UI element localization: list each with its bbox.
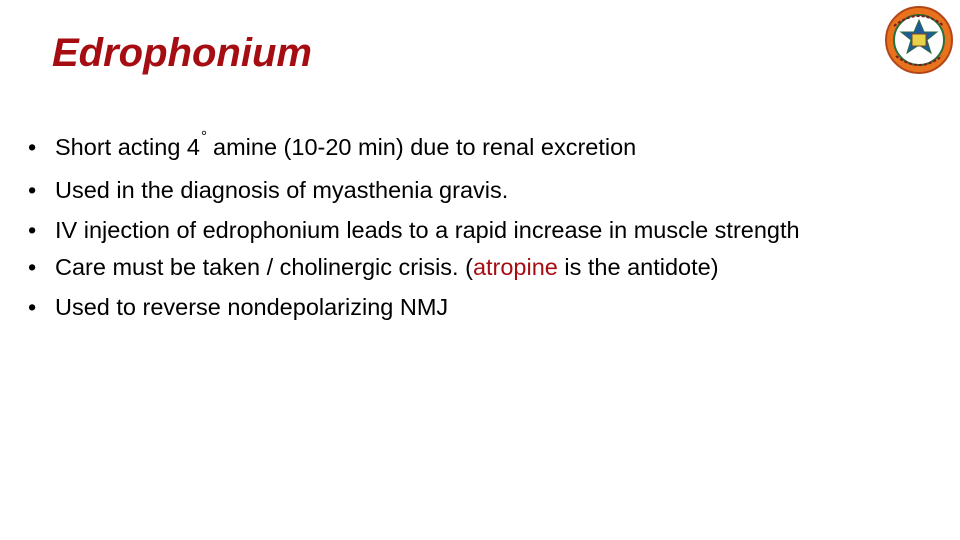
bullet-dot: • — [28, 294, 37, 320]
bullet-list — [28, 128, 908, 332]
list-item — [28, 292, 908, 323]
highlighted-term: atropine — [472, 254, 558, 280]
slide-title: Edrophonium — [52, 31, 312, 75]
list-item — [28, 215, 908, 246]
list-item — [28, 128, 908, 166]
bullet-dot: • — [28, 134, 37, 160]
bullet-text: Used to reverse nondepolarizing NMJ — [55, 294, 449, 320]
bullet-dot: • — [28, 177, 37, 203]
bullet-text: amine (10-20 min) due to renal excretion — [213, 134, 637, 160]
bullet-text: is the antidote) — [557, 254, 719, 280]
bullet-dot: • — [28, 217, 37, 243]
bullet-text: Used in the diagnosis of myasthenia gravis. — [55, 177, 509, 203]
degree-superscript: ° — [201, 128, 208, 145]
list-item — [28, 175, 908, 206]
list-item — [28, 252, 908, 283]
bullet-dot: • — [28, 254, 37, 280]
bullet-text: IV injection of edrophonium leads to a rapid increase in muscle strength — [55, 217, 800, 243]
bullet-text: Short acting 4 — [55, 134, 201, 160]
university-seal-logo-icon — [884, 4, 954, 76]
bullet-text: Care must be taken / cholinergic crisis. ( — [55, 254, 473, 280]
